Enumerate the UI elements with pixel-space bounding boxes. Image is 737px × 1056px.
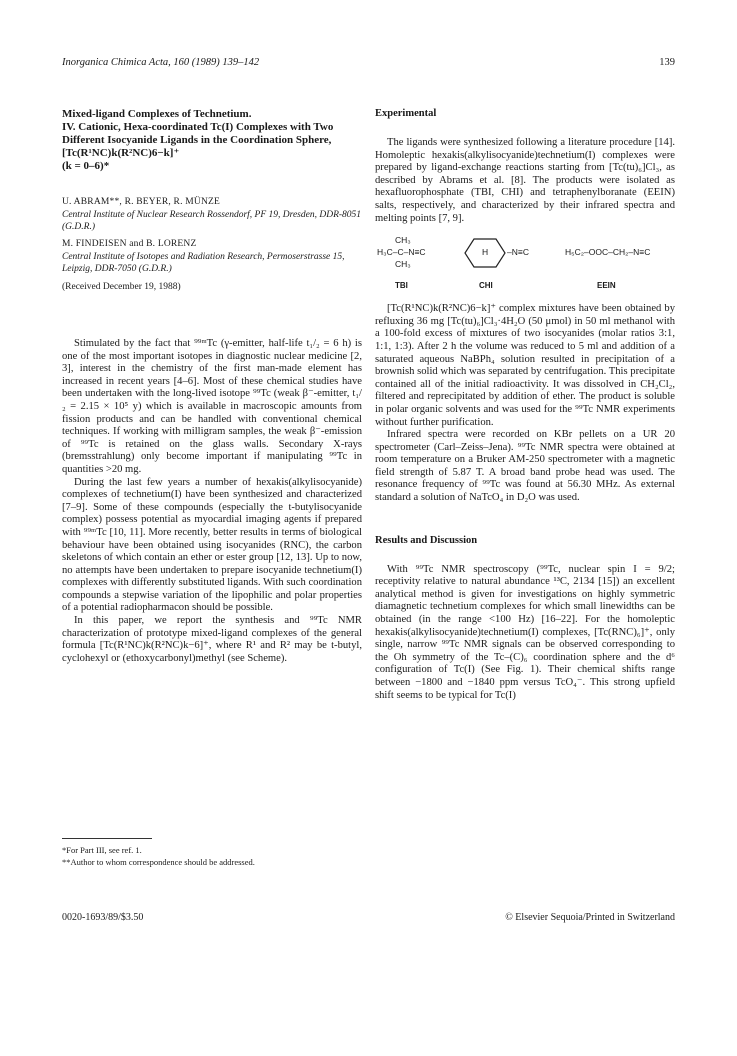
label-chi: CHI <box>479 281 493 291</box>
received-date: (Received December 19, 1988) <box>62 282 181 292</box>
footnote-1: *For Part III, see ref. 1. <box>62 845 142 855</box>
page-number: 139 <box>659 57 675 68</box>
tbi-ch3-top: CH₃ <box>395 235 411 246</box>
footnote-rule <box>62 838 152 839</box>
article-title: Mixed-ligand Complexes of Technetium. IV. Cationic, Hexa-coordinated Tc(I) Complexes with Two Different Isocyanide Ligands in the Coordination Sphere, [Tc(R¹NC)k(R²NC)6−k]⁺ (k = 0–6)* <box>62 108 334 172</box>
copyright: © Elsevier Sequoia/Printed in Switzerland <box>505 912 675 923</box>
label-tbi: TBI <box>395 281 408 291</box>
intro-paragraph-1: Stimulated by the fact that ⁹⁹ᵐTc (γ-emitter, half-life t₁/₂ = 6 h) is one of the most important isotopes in diagnostic nuclear medicine [2, 3], interest in the chemistry of the first man-made element has increased in recent years [4–6]. Most of these chemical studies have been undertaken with the long-lived isotope ⁹⁹Tc (weak β⁻-emitter, t₁/₂ = 2.15 × 10⁵ y) which is available in macroscopic amounts from fission products and can be handled with conventional chemical techniques. If working with milligram samples, the weak β⁻-emission of ⁹⁹Tc is retained on the glass walls. Secondary X-rays (bremsstrahlung) only become important if manipulating ⁹⁹Tc in quantities >20 mg. <box>62 338 362 475</box>
chi-ring-label: H <box>482 247 489 258</box>
intro-paragraph-3: In this paper, we report the synthesis and ⁹⁹Tc NMR characterization of prototype mixed-ligand complexes of the general formula [Tc(R¹NC)k(R²NC)k−6]⁺, where R¹ and R² may be t-butyl, cyclohexyl or (ethoxycarbonyl)methyl (see Scheme). <box>62 615 362 664</box>
left-column <box>62 108 362 665</box>
experimental-paragraph-3: Infrared spectra were recorded on KBr pellets on a UR 20 spectrometer (Carl–Zeiss–Jena). ⁹⁹Tc NMR spectra were obtained at room temperature on a Bruker AM-250 spectrometer with a magnetic field strength of 5.87 T. A broad band probe head was used. The resonance frequency of ⁹⁹Tc was found at 56.30 MHz. As external standard a solution of NaTcO₄ in D₂O was used. <box>375 429 675 504</box>
experimental-heading: Experimental <box>375 108 437 119</box>
right-column <box>375 108 675 702</box>
issn-price: 0020-1693/89/$3.50 <box>62 912 144 923</box>
eein-formula: H₅C₂–OOC–CH₂–N≡C <box>565 247 651 258</box>
affiliation-2: Central Institute of Isotopes and Radiation Research, Permoserstrasse 15, Leipzig, DDR-7050 (G.D.R.) <box>62 252 345 274</box>
affiliation-1: Central Institute of Nuclear Research Rossendorf, PF 19, Dresden, DDR-8051 (G.D.R.) <box>62 210 362 232</box>
tbi-formula: H₃C–C–N≡C <box>377 247 426 258</box>
intro-paragraph-2: During the last few years a number of hexakis(alkylisocyanide) complexes of technetium(I) have been synthesized and characterized [7–9]. Some of these compounds (especially the t-butylisocyanide complex) possess potential as myocardial imaging agents if prepared with ⁹⁹ᵐTc [10, 11]. More recently, better results in terms of biological behaviour have been obtained using isocyanides (RNC), the carbon skeletons of which contain an ether or ester group [12, 13]. Up to now, no attempts have been undertaken to prepare isocyanide technetium(I) complexes with differently substituted ligands. With such coordination compounds a stepwise variation of the lipophilic and polar properties of a potential radiopharmacon should be possible. <box>62 476 362 614</box>
results-paragraph-1: With ⁹⁹Tc NMR spectroscopy (⁹⁹Tc, nuclear spin I = 9/2; receptivity relative to natural abundance ¹³C, 2134 [15]) an excellent analytical method is given for investigations on highly symmetric diamagnetic technetium complexes for which small linewidths can be obtained (in the range <100 Hz) [16–22]. For the homoleptic hexakis(alkylisocyanide)technetium(I) complexes, [Tc(RNC)₆]⁺, only single, narrow ⁹⁹Tc NMR signals can be observed corresponding to the Oh symmetry of the Tc–(C)₆ coordination sphere and the d⁶ configuration of Tc(I) (See Fig. 1). Their chemical shifts range between −1800 and −1840 ppm versus TcO₄⁻. This strong upfield shift seems to be typical for Tc(I) <box>375 563 675 701</box>
journal-header: Inorganica Chimica Acta, 160 (1989) 139–142 <box>62 57 260 68</box>
chi-tail: –N≡C <box>507 247 529 258</box>
footnote-2: **Author to whom correspondence should be addressed. <box>62 857 255 867</box>
ligand-scheme <box>375 235 675 297</box>
experimental-paragraph-1: The ligands were synthesized following a literature procedure [14]. Homoleptic hexakis(alkylisocyanide)technetium(I) complexes were prepared by ligand-exchange reactions starting from [Tc(tu)₆]Cl₃, as described by Abrams et al. [8]. The products were isolated as hexafluorophosphate (TBI, CHI) and tetraphenylboranate (EEIN) salts, respectively, and characterized by their infrared spectra and melting points [7, 9]. <box>375 137 675 224</box>
authors-group-2: M. FINDEISEN and B. LORENZ <box>62 239 197 249</box>
label-eein: EEIN <box>597 281 616 291</box>
results-heading: Results and Discussion <box>375 534 478 546</box>
authors-group-1: U. ABRAM**, R. BEYER, R. MÜNZE <box>62 197 221 207</box>
tbi-ch3-bottom: CH₃ <box>395 259 411 270</box>
experimental-paragraph-2: [Tc(R¹NC)k(R²NC)6−k]⁺ complex mixtures have been obtained by refluxing 36 mg [Tc(tu)₆]Cl₃·4H₂O (50 μmol) in 50 ml methanol with a 100-fold excess of mixtures of two isocyanides (molar ratios 3:1, 1:1, 1:3). After 2 h the volume was reduced to 5 ml and addition of a saturated aqueous NaBPh₄ solution resulted in precipitation of a brownish solid which was separated by centrifugation. This precipitate contained all of the initial radioactivity. It was dissolved in CH₂Cl₂, filtered and reprecipitated by addition of ether. The product is soluble in polar organic solvents and was used for the ⁹⁹Tc NMR experiments without further purification. <box>375 303 675 428</box>
